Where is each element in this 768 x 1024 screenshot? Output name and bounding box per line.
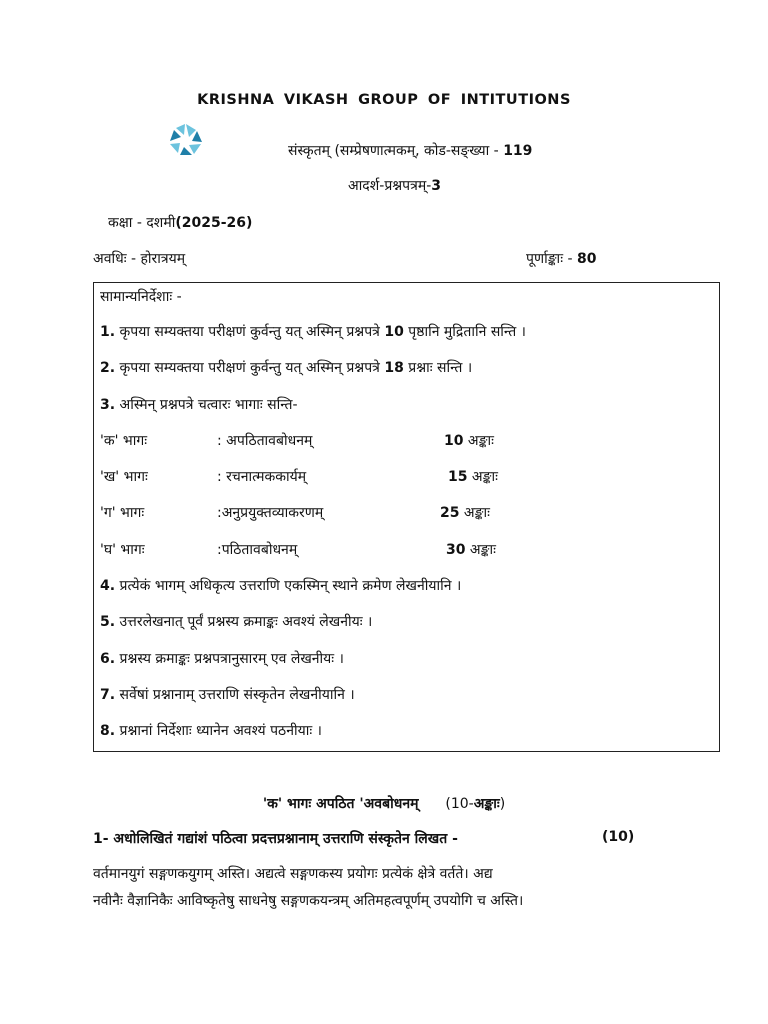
- total-marks-value: 80: [576, 251, 597, 267]
- part-marks-value: 15: [448, 469, 468, 485]
- instruction-item: [100, 721, 322, 740]
- class-line: [108, 213, 252, 232]
- section-title: [0, 794, 768, 813]
- instruction-text: प्रश्नानां निर्देशाः ध्यानेन अवश्यं पठनीयाः ।: [115, 723, 322, 739]
- instruction-number: 1.: [100, 324, 116, 340]
- part-description: :अनुप्रयुक्तव्याकरणम्: [217, 505, 324, 521]
- instruction-number: 4.: [100, 578, 116, 594]
- instruction-number: 5.: [100, 614, 116, 630]
- instruction-item: [100, 395, 298, 414]
- part-name: 'ग' भागः: [100, 505, 145, 521]
- instruction-item: [100, 649, 344, 668]
- instruction-highlight: 18: [384, 360, 404, 376]
- question-marks: (10): [602, 829, 635, 845]
- part-marks: [448, 467, 498, 486]
- instruction-number: 6.: [100, 651, 116, 667]
- passage: [93, 864, 523, 910]
- part-marks-unit: अङ्काः: [463, 433, 494, 449]
- part-marks-unit: अङ्काः: [459, 505, 490, 521]
- paper-label: आदर्श-प्रश्नपत्रम्-: [348, 178, 432, 194]
- passage-line: नवीनैः वैज्ञानिकैः आविष्कृतेषु साधनेषु सङ्गणकयन्त्रम् अतिमहत्वपूर्णम् उपयोगि च अस्ति।: [93, 893, 524, 909]
- part-description: :पठितावबोधनम्: [217, 542, 298, 558]
- part-description: : रचनात्मककार्यम्: [217, 469, 307, 485]
- total-marks-line: [526, 249, 596, 268]
- question-text: 1- अधोलिखितं गद्यांशं पठित्वा प्रदत्तप्रश्नानाम् उत्तराणि संस्कृतेन लिखत -: [93, 831, 458, 847]
- part-marks-value: 10: [444, 433, 464, 449]
- instruction-text: कृपया सम्यक्तया परीक्षणं कुर्वन्तु यत् अस्मिन् प्रश्नपत्रे: [115, 360, 385, 376]
- class-year: (2025-26): [175, 215, 253, 231]
- instruction-text-end: प्रश्नाः सन्ति ।: [403, 360, 473, 376]
- part-marks: [444, 431, 494, 450]
- aperture-logo-icon: [167, 122, 205, 158]
- subject-line: [288, 141, 532, 160]
- paper-number: 3: [431, 178, 442, 194]
- total-marks-label: पूर्णाङ्काः -: [526, 251, 577, 267]
- section-name: 'क' भागः अपठित 'अवबोधनम्: [262, 796, 419, 812]
- instruction-item: [100, 685, 355, 704]
- duration: अवधिः - होरात्रयम्: [93, 251, 186, 267]
- part-marks-value: 25: [440, 505, 460, 521]
- instruction-number: 3.: [100, 397, 116, 413]
- instruction-number: 7.: [100, 687, 116, 703]
- institution-title: KRISHNA VIKASH GROUP OF INTITUTIONS: [197, 92, 571, 108]
- instruction-text: सर्वेषां प्रश्नानाम् उत्तराणि संस्कृतेन लेखनीयानि ।: [115, 687, 355, 703]
- model-paper-line: [348, 176, 441, 195]
- part-name: 'ख' भागः: [100, 469, 148, 485]
- section-marks-unit: अङ्काः: [473, 796, 500, 812]
- instruction-item: [100, 322, 526, 341]
- section-marks-open: (10-: [445, 796, 474, 812]
- instruction-text: प्रत्येकं भागम् अधिकृत्य उत्तराणि एकस्मिन् स्थाने क्रमेण लेखनीयानि ।: [115, 578, 462, 594]
- section-marks-close: ): [499, 796, 506, 812]
- subject-code: 119: [503, 143, 533, 159]
- instruction-text: अस्मिन् प्रश्नपत्रे चत्वारः भागाः सन्ति-: [115, 397, 298, 413]
- part-description: : अपठितावबोधनम्: [217, 433, 313, 449]
- instruction-item: [100, 358, 472, 377]
- class-label: कक्षा - दशमी: [108, 215, 176, 231]
- instructions-box: [93, 282, 720, 752]
- instruction-text: प्रश्नस्य क्रमाङ्कः प्रश्नपत्रानुसारम् एव लेखनीयः ।: [115, 651, 344, 667]
- instruction-text: उत्तरलेखनात् पूर्वं प्रश्नस्य क्रमाङ्कः अवश्यं लेखनीयः ।: [115, 614, 373, 630]
- instruction-number: 8.: [100, 723, 116, 739]
- part-name: 'घ' भागः: [100, 542, 145, 558]
- part-marks: [446, 540, 496, 559]
- subject-name: संस्कृतम् (सम्प्रेषणात्मकम्, कोड-सङ्ख्या -: [288, 143, 504, 159]
- part-marks-unit: अङ्काः: [465, 542, 496, 558]
- passage-line: वर्तमानयुगं सङ्गणकयुगम् अस्ति। अद्यत्वे सङ्गणकस्य प्रयोगः प्रत्येकं क्षेत्रे वर्तते। अद्य: [93, 866, 493, 882]
- instruction-item: [100, 612, 372, 631]
- part-marks-unit: अङ्काः: [467, 469, 498, 485]
- part-marks-value: 30: [446, 542, 466, 558]
- instruction-item: [100, 576, 461, 595]
- part-marks: [440, 503, 490, 522]
- part-name: 'क' भागः: [100, 433, 148, 449]
- instruction-number: 2.: [100, 360, 116, 376]
- instruction-text-end: पृष्ठानि मुद्रितानि सन्ति ।: [403, 324, 526, 340]
- instruction-highlight: 10: [384, 324, 404, 340]
- instruction-text: कृपया सम्यक्तया परीक्षणं कुर्वन्तु यत् अस्मिन् प्रश्नपत्रे: [115, 324, 385, 340]
- instructions-heading: सामान्यनिर्देशाः -: [100, 289, 182, 305]
